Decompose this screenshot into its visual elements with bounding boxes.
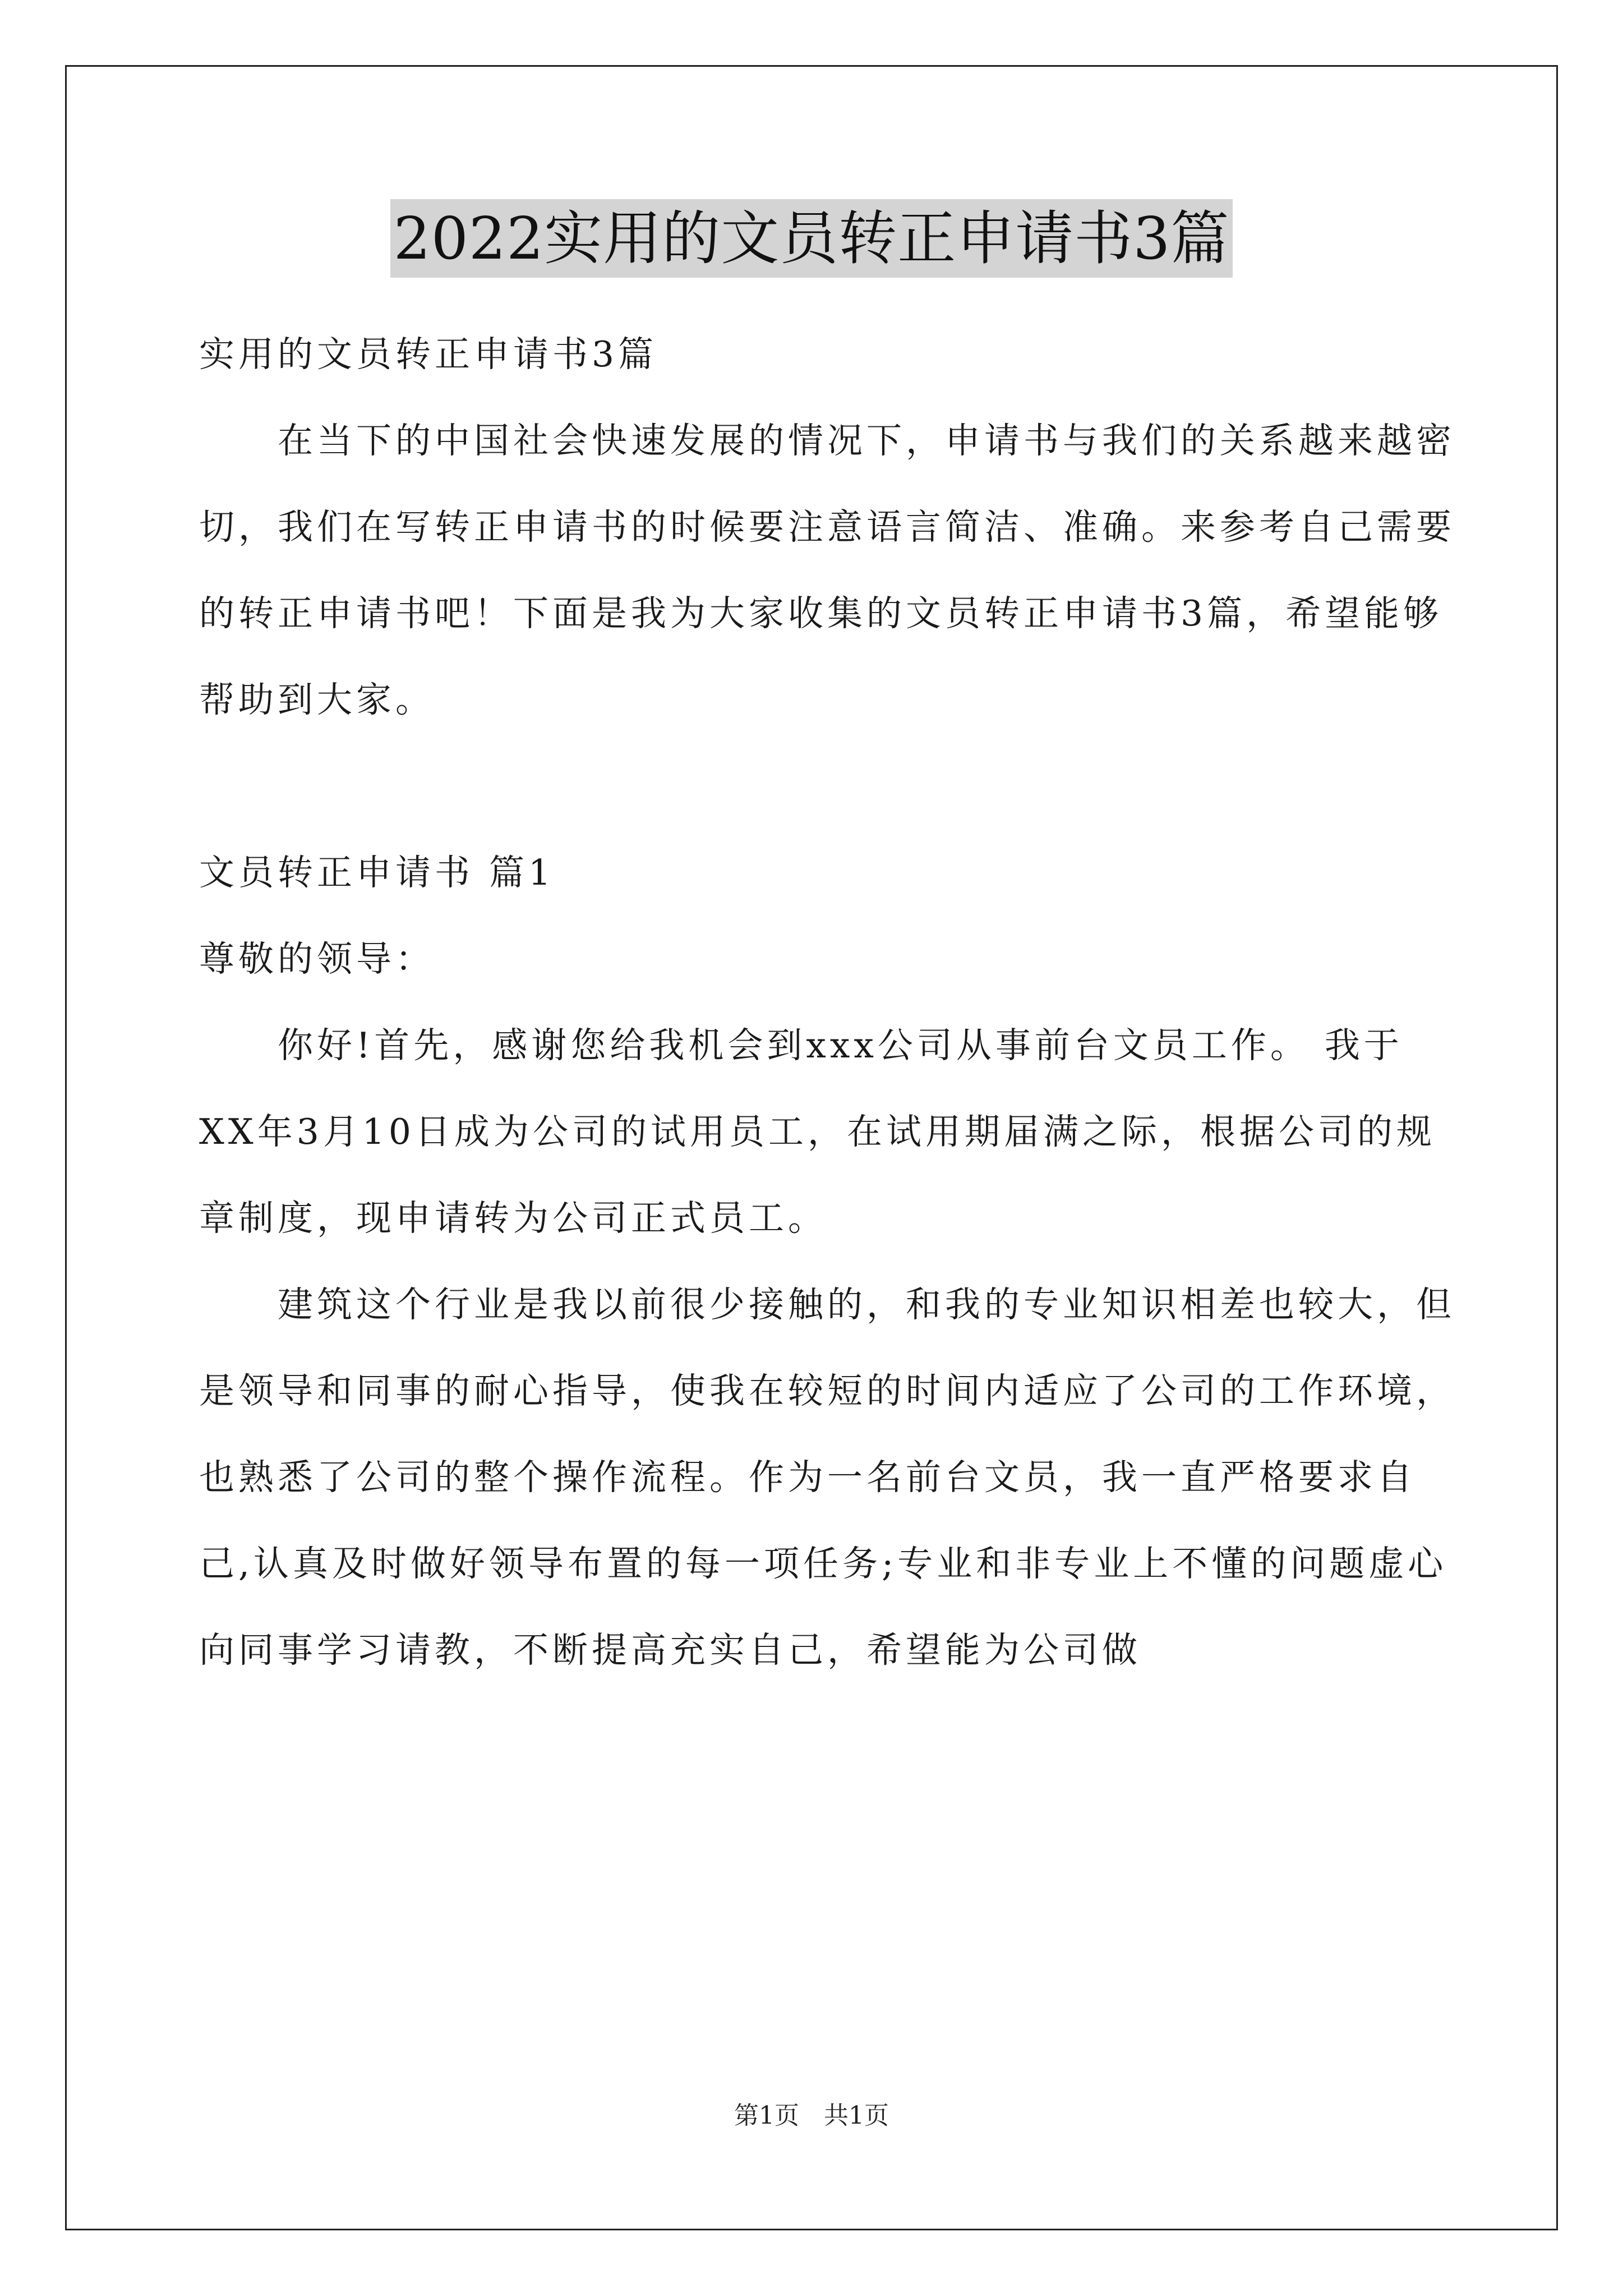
body-paragraph: 建筑这个行业是我以前很少接触的，和我的专业知识相差也较大，但是领导和同事的耐心指导，使我在较短的时间内适应了公司的工作环境，也熟悉了公司的整个操作流程。作为一名前台文员，我一直严格要求自己,认真及时做好领导布置的每一项任务;专业和非专业上不懂的问题虚心向同事学习请教，不断提高充实自己，希望能为公司做 (199, 1284, 1455, 1671)
intro-paragraph: 在当下的中国社会快速发展的情况下，申请书与我们的关系越来越密切，我们在写转正申请书的时候要注意语言简洁、准确。来参考自己需要的转正申请书吧！下面是我为大家收集的文员转正申请书3篇，希望能够帮助到大家。 (199, 420, 1455, 720)
document-subtitle: 实用的文员转正申请书3篇 (199, 334, 658, 375)
body-paragraph: 你好!首先，感谢您给我机会到xxx公司从事前台文员工作。 我于XX年3月10日成为公司的试用员工，在试用期届满之际，根据公司的规章制度，现申请转为公司正式员工。 (199, 1025, 1436, 1239)
title-container (0, 199, 1623, 278)
document-body (199, 311, 1455, 1694)
page-footer: 第1页 共1页 (734, 2101, 889, 2130)
document-title: 2022实用的文员转正申请书3篇 (390, 199, 1233, 278)
section-heading: 文员转正申请书 篇1 (199, 852, 555, 893)
salutation: 尊敬的领导： (199, 938, 435, 979)
